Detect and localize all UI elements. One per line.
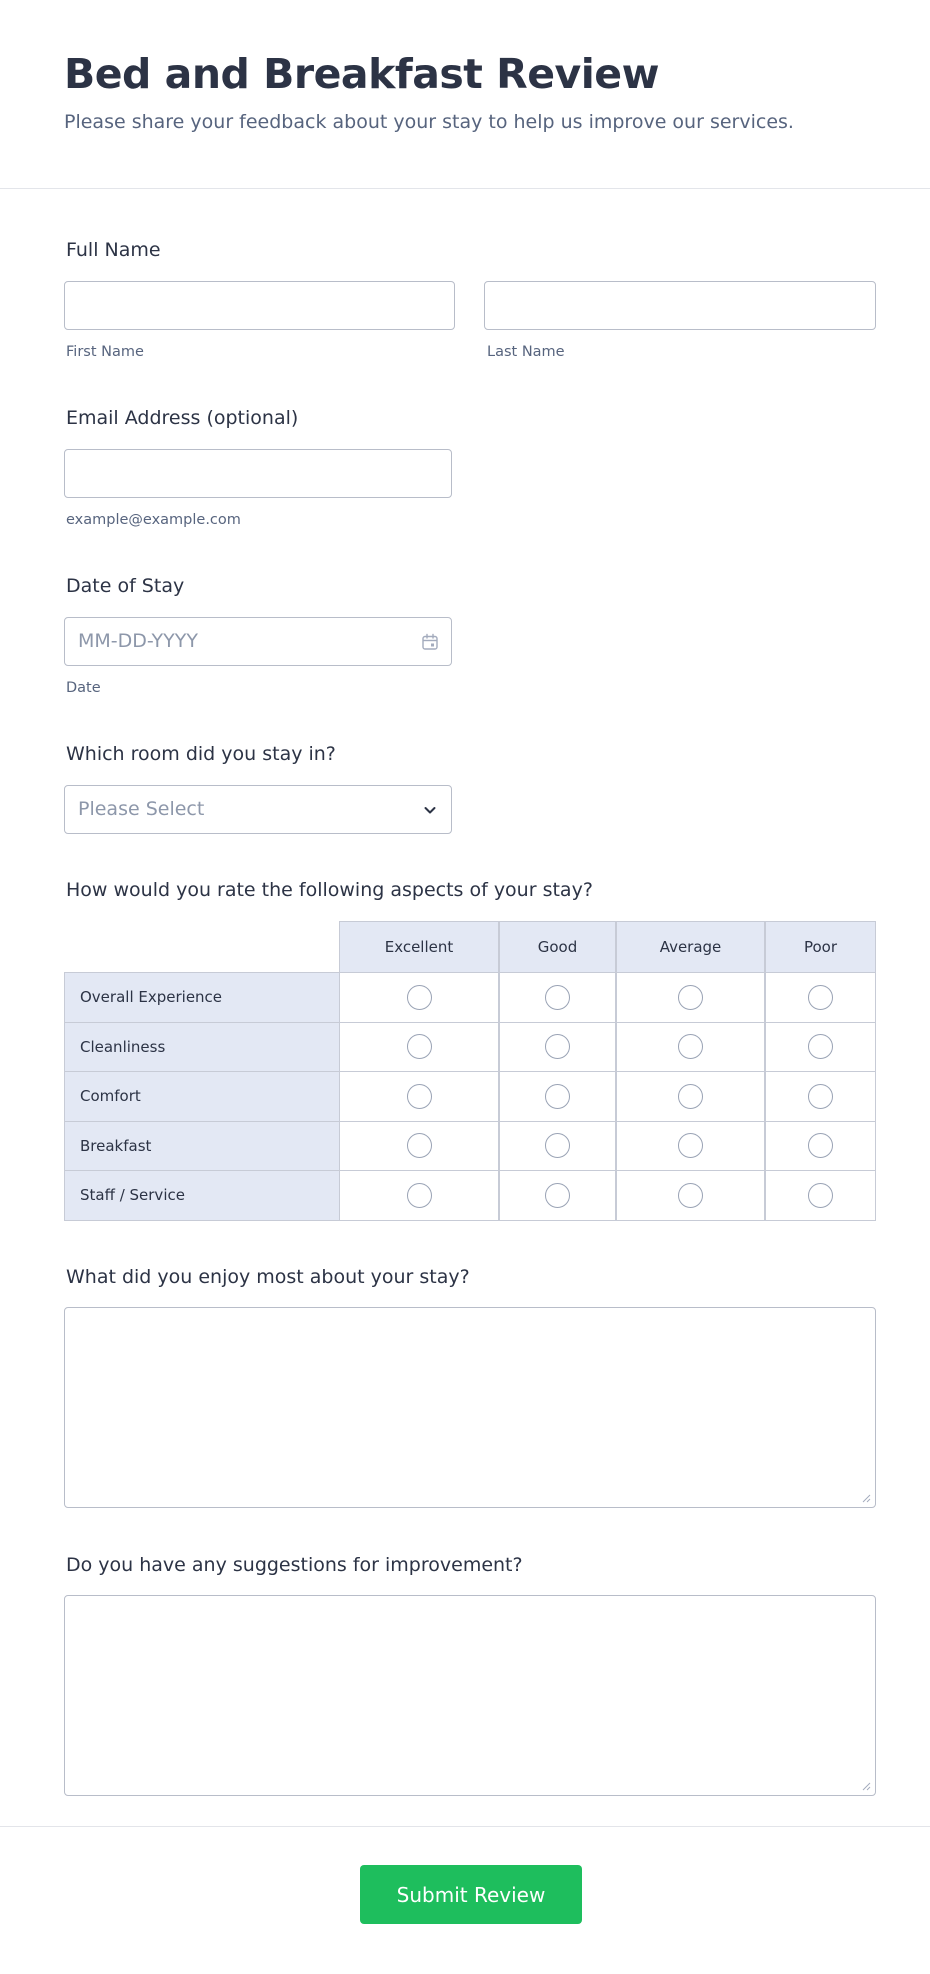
rating-cell xyxy=(499,1170,616,1221)
rating-cell xyxy=(339,1071,499,1122)
submit-button[interactable]: Submit Review xyxy=(360,1865,582,1924)
rating-radio[interactable] xyxy=(407,1133,432,1158)
rating-matrix xyxy=(64,921,876,1220)
rating-column-header: Good xyxy=(499,921,616,973)
rating-cell xyxy=(339,1121,499,1172)
rating-cell xyxy=(339,972,499,1023)
footer-divider xyxy=(0,1826,930,1827)
date-placeholder: MM-DD-YYYY xyxy=(78,630,198,652)
rating-cell xyxy=(499,1121,616,1172)
rating-radio[interactable] xyxy=(545,1133,570,1158)
rating-radio[interactable] xyxy=(407,985,432,1010)
rating-row-label: Cleanliness xyxy=(64,1022,340,1073)
rating-cell xyxy=(339,1170,499,1221)
rating-cell xyxy=(499,1022,616,1073)
room-select-value: Please Select xyxy=(78,798,205,820)
full-name-label: Full Name xyxy=(66,239,161,261)
rating-radio[interactable] xyxy=(678,1034,703,1059)
rating-cell xyxy=(339,1022,499,1073)
rating-radio[interactable] xyxy=(808,1084,833,1109)
rating-cell xyxy=(616,1121,765,1172)
page-subtitle: Please share your feedback about your stay to help us improve our services. xyxy=(64,111,794,133)
last-name-sublabel: Last Name xyxy=(487,344,565,360)
rating-cell xyxy=(765,1022,876,1073)
rating-cell xyxy=(765,1071,876,1122)
rating-radio[interactable] xyxy=(545,985,570,1010)
rating-column-header: Average xyxy=(616,921,765,973)
resize-grip-icon[interactable] xyxy=(862,1494,871,1503)
form-header xyxy=(0,0,930,189)
rating-radio[interactable] xyxy=(678,1133,703,1158)
rating-radio[interactable] xyxy=(545,1084,570,1109)
rating-cell xyxy=(616,1170,765,1221)
rating-radio[interactable] xyxy=(678,1084,703,1109)
enjoy-label: What did you enjoy most about your stay? xyxy=(66,1266,470,1288)
email-label: Email Address (optional) xyxy=(66,407,299,429)
room-label: Which room did you stay in? xyxy=(66,743,336,765)
rating-radio[interactable] xyxy=(678,1183,703,1208)
rating-column-header: Poor xyxy=(765,921,876,973)
room-select[interactable] xyxy=(64,785,452,834)
rating-cell xyxy=(616,1071,765,1122)
rating-cell xyxy=(499,972,616,1023)
rating-cell xyxy=(616,972,765,1023)
rating-radio[interactable] xyxy=(407,1183,432,1208)
page-title: Bed and Breakfast Review xyxy=(64,50,659,98)
last-name-input[interactable] xyxy=(484,281,876,330)
date-label: Date of Stay xyxy=(66,575,185,597)
rating-row-label: Overall Experience xyxy=(64,972,340,1023)
rating-cell xyxy=(616,1022,765,1073)
email-sublabel: example@example.com xyxy=(66,512,241,528)
rating-radio[interactable] xyxy=(407,1034,432,1059)
resize-grip-icon[interactable] xyxy=(862,1782,871,1791)
rating-radio[interactable] xyxy=(678,985,703,1010)
rating-label: How would you rate the following aspects of your stay? xyxy=(66,879,593,901)
rating-radio[interactable] xyxy=(407,1084,432,1109)
rating-cell xyxy=(499,1071,616,1122)
rating-column-header: Excellent xyxy=(339,921,499,973)
chevron-down-icon xyxy=(421,801,439,819)
rating-cell xyxy=(765,1170,876,1221)
rating-radio[interactable] xyxy=(545,1183,570,1208)
suggestions-textarea[interactable] xyxy=(64,1595,876,1796)
calendar-icon[interactable] xyxy=(421,633,439,651)
rating-radio[interactable] xyxy=(808,1183,833,1208)
date-sublabel: Date xyxy=(66,680,101,696)
date-input[interactable] xyxy=(64,617,452,666)
rating-radio[interactable] xyxy=(808,1034,833,1059)
rating-row-label: Staff / Service xyxy=(64,1170,340,1221)
rating-cell xyxy=(765,972,876,1023)
enjoy-textarea[interactable] xyxy=(64,1307,876,1508)
rating-cell xyxy=(765,1121,876,1172)
email-input[interactable] xyxy=(64,449,452,498)
suggestions-label: Do you have any suggestions for improvement? xyxy=(66,1554,523,1576)
rating-radio[interactable] xyxy=(545,1034,570,1059)
rating-radio[interactable] xyxy=(808,1133,833,1158)
first-name-sublabel: First Name xyxy=(66,344,144,360)
rating-radio[interactable] xyxy=(808,985,833,1010)
first-name-input[interactable] xyxy=(64,281,455,330)
rating-row-label: Breakfast xyxy=(64,1121,340,1172)
rating-row-label: Comfort xyxy=(64,1071,340,1122)
